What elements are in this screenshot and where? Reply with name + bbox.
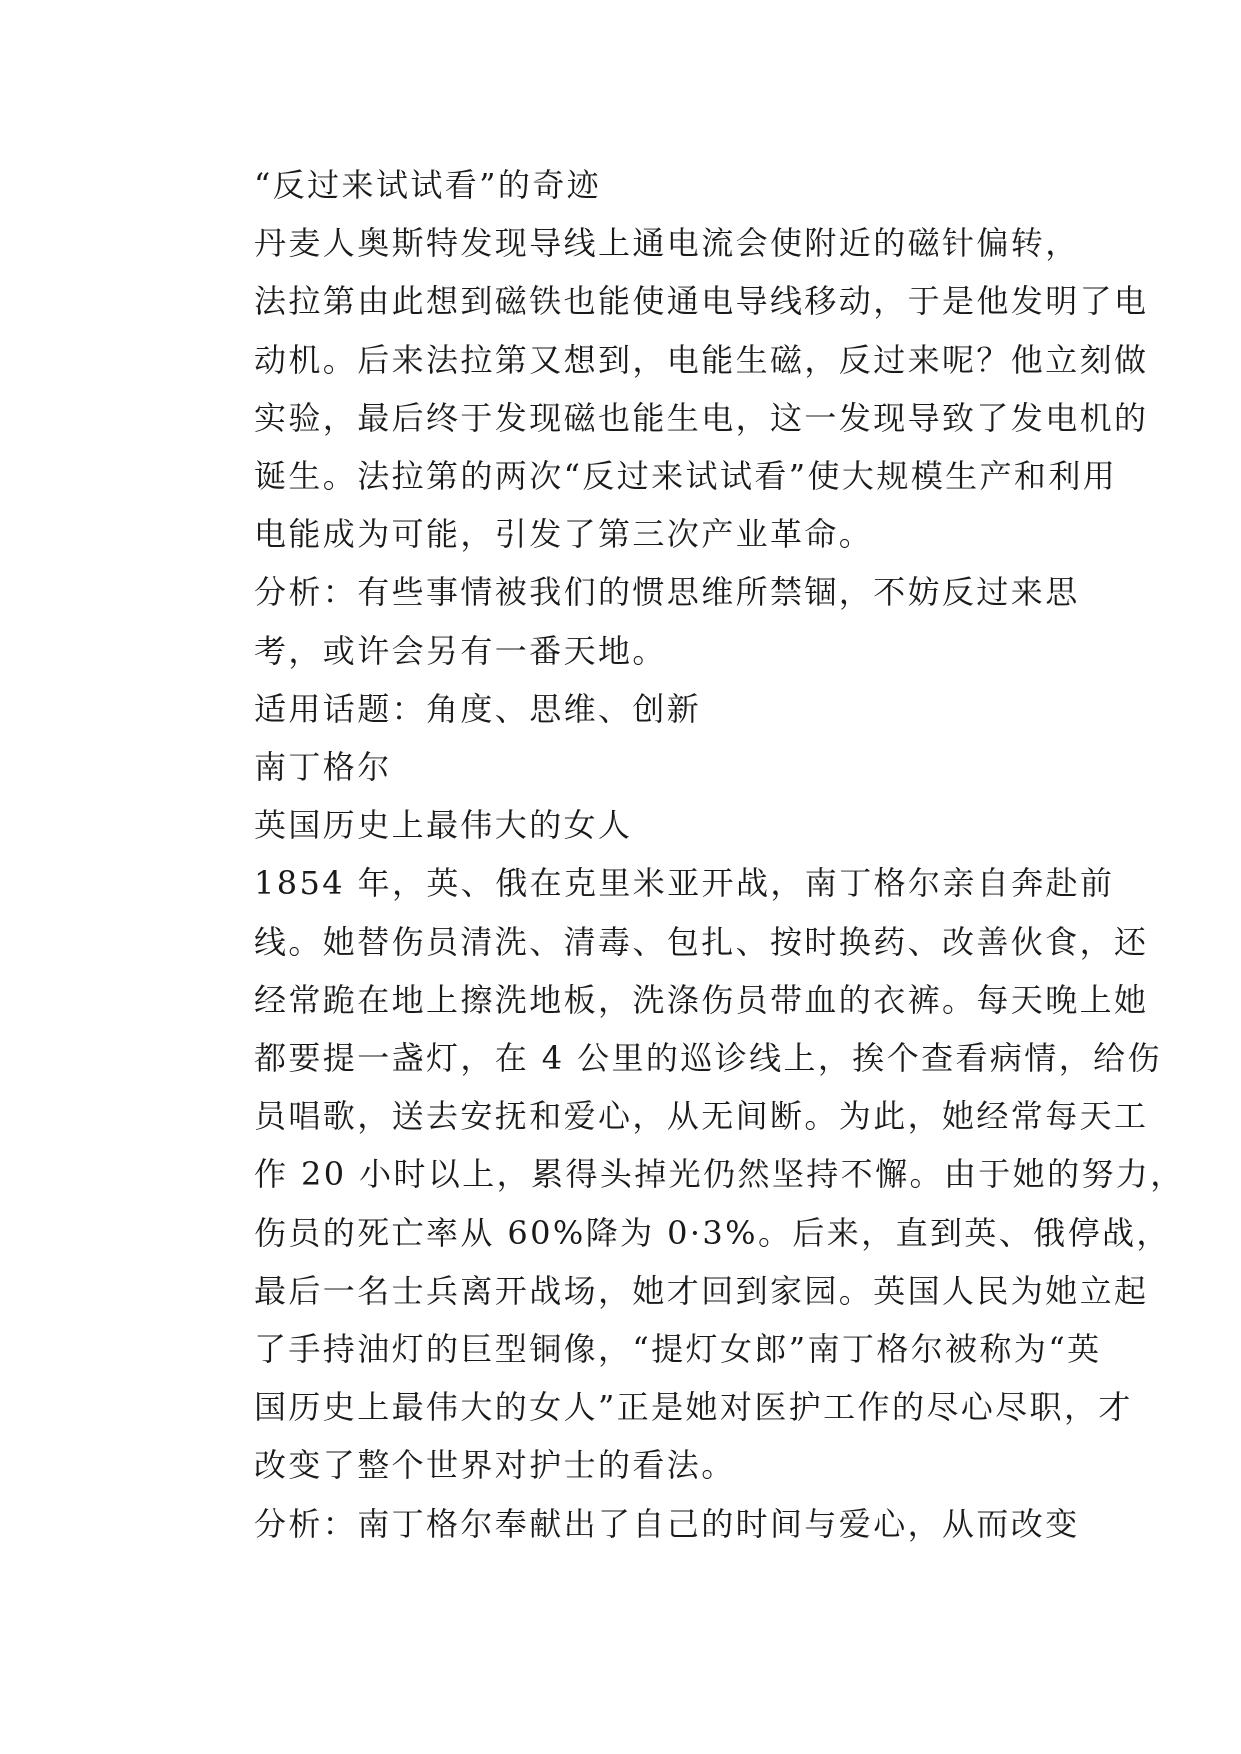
text-line: 法拉第由此想到磁铁也能使通电导线移动，于是他发明了电 xyxy=(254,282,1149,321)
text-line: 1854 年，英、俄在克里米亚开战，南丁格尔亲自奔赴前 xyxy=(254,864,1115,903)
story2-body xyxy=(190,854,1185,1494)
text-line: 线。她替伤员清洗、清毒、包扎、按时换药、改善伙食，还 xyxy=(254,922,1149,961)
text-line: 了手持油灯的巨型铜像，“提灯女郎”南丁格尔被称为“英 xyxy=(254,1330,1102,1369)
text-line: 实验，最后终于发现磁也能生电，这一发现导致了发电机的 xyxy=(254,398,1149,437)
text-line: “反过来试试看”的奇迹 xyxy=(254,166,602,204)
text-line: 英国历史上最伟大的女人 xyxy=(254,806,633,845)
story1-body xyxy=(190,214,1149,563)
text-line: 诞生。法拉第的两次“反过来试试看”使大规模生产和利用 xyxy=(254,457,1118,496)
text-line: 伤员的死亡率从 60%降为 0·3%。后来，直到英、俄停战， xyxy=(254,1213,1171,1252)
story1-analysis xyxy=(190,563,1080,679)
text-line: 改变了整个世界对护士的看法。 xyxy=(254,1446,736,1485)
text-line: 南丁格尔 xyxy=(254,748,392,787)
text-line: 分析：南丁格尔奉献出了自己的时间与爱心，从而改变 xyxy=(254,1504,1080,1543)
story1-title xyxy=(190,156,1060,214)
text-line: 适用话题：角度、思维、创新 xyxy=(254,689,702,728)
text-line: 最后一名士兵离开战场，她才回到家园。英国人民为她立起 xyxy=(254,1271,1149,1310)
text-line: 国历史上最伟大的女人”正是她对医护工作的尽心尽职，才 xyxy=(254,1388,1133,1427)
text-line: 分析：有些事情被我们的惯思维所禁锢，不妨反过来思 xyxy=(254,573,1080,612)
document-body xyxy=(190,156,1185,1553)
text-line: 电能成为可能，引发了第三次产业革命。 xyxy=(254,515,874,554)
text-line: 丹麦人奥斯特发现导线上通电流会使附近的磁针偏转， xyxy=(254,224,1080,263)
text-line: 经常跪在地上擦洗地板，洗涤伤员带血的衣裤。每天晚上她 xyxy=(254,980,1149,1019)
story1-topics xyxy=(190,680,1060,738)
text-line: 考，或许会另有一番天地。 xyxy=(254,631,667,670)
story2-analysis xyxy=(190,1495,1080,1553)
story2-name xyxy=(190,738,1060,796)
text-line: 动机。后来法拉第又想到，电能生磁，反过来呢？他立刻做 xyxy=(254,340,1149,379)
text-line: 都要提一盏灯，在 4 公里的巡诊线上，挨个查看病情，给伤 xyxy=(254,1039,1162,1078)
text-line: 作 20 小时以上，累得头掉光仍然坚持不懈。由于她的努力， xyxy=(254,1155,1185,1194)
story2-title xyxy=(190,796,1060,854)
text-line: 员唱歌，送去安抚和爱心，从无间断。为此，她经常每天工 xyxy=(254,1097,1149,1136)
